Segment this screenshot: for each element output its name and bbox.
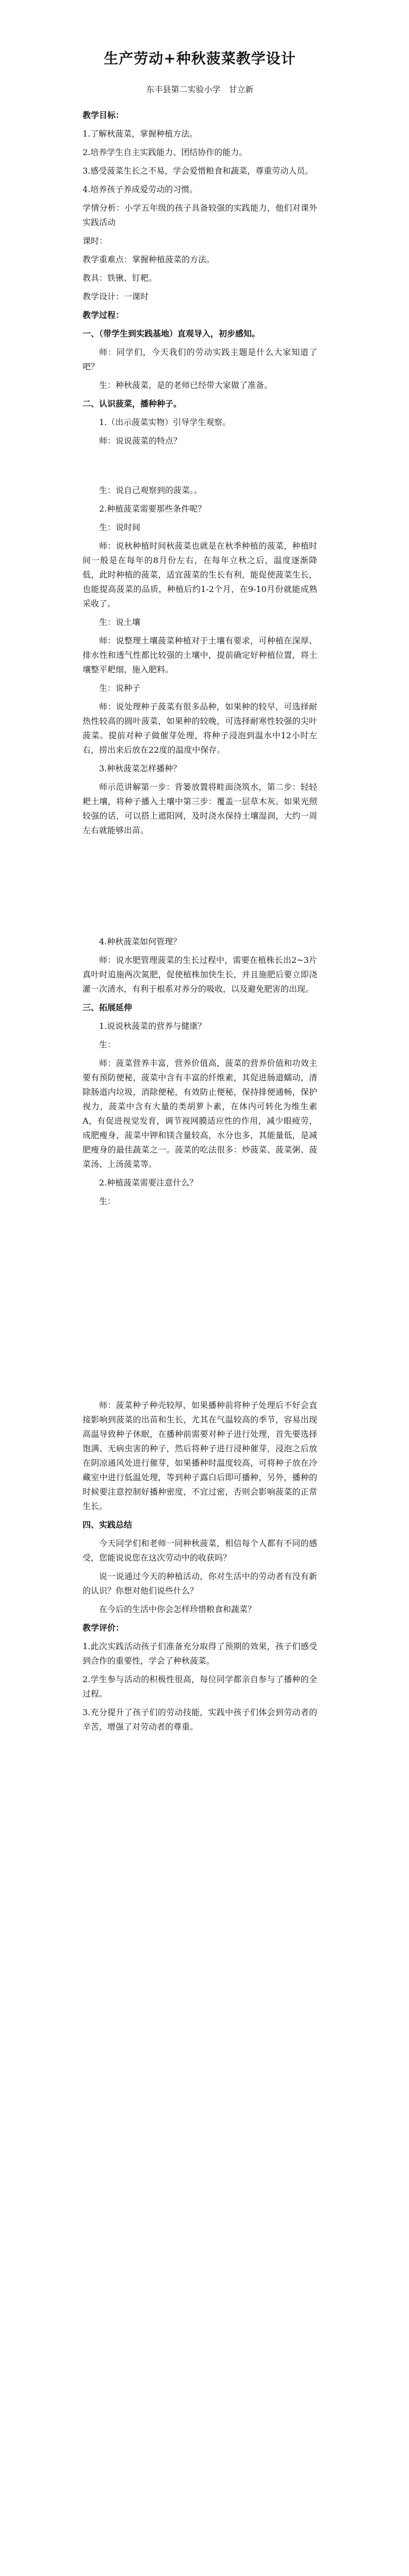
paragraph: 生：说时间 xyxy=(99,522,141,532)
goal-item: 3.感受菠菜生长之不易，学会爱惜粮食和蔬菜，尊重劳动人员。 xyxy=(83,166,314,176)
info-line: 教学重难点：掌握种植菠菜的方法。 xyxy=(83,255,215,264)
paragraph: 生：说土壤 xyxy=(99,617,141,627)
paragraph: 在今后的生活中你会怎样珍惜粮食和蔬菜？ xyxy=(99,1604,256,1614)
paragraph: 说一说通过今天的种植活动，你对生活中的劳动者有没有新的认识？你想对他们说些什么？ xyxy=(83,1571,317,1596)
image-space xyxy=(83,1213,317,1398)
reflection-item: 1.此次实践活动孩子们准备充分取得了预期的效果，孩子们感受到合作的重要性，学会了种秋菠菜。 xyxy=(83,1641,317,1666)
paragraph: 生： xyxy=(99,1196,116,1206)
answer-space xyxy=(83,452,317,483)
image-space xyxy=(83,842,317,935)
paragraph: 生： xyxy=(99,1040,116,1049)
info-line: 教具：铁锹、钉耙。 xyxy=(83,273,157,283)
goal-item: 4.培养孩子养成爱劳动的习惯。 xyxy=(83,184,198,194)
info-line: 课时： xyxy=(83,236,108,246)
paragraph: 师：同学们，今天我们的劳动实践主题是什么大家知道了吧？ xyxy=(83,347,317,371)
paragraph: 师：菠菜种子种壳较厚，如果播种前将种子处理后不好会直接影响到菠菜的出苗和生长，尤其在气温较高的季节，容易出现高温导致种子休眠，在播种前需要对种子进行处理，首先要选择饱满、无病虫害的种子，然后将种子进行浸种催芽，浸泡之后放在阴凉通风处进行催芽，如果播种时温度较高，可将种子放在冷藏室中进行低温处理，等到种子露白后即可播种，另外，播种的时候要注意控制好播种密度，不宜过密，否则会影响菠菜的正常生长。 xyxy=(83,1400,317,1511)
paragraph: 生：种秋菠菜，是的老师已经带大家做了准备。 xyxy=(99,380,273,390)
goal-item: 1.了解秋菠菜，掌握种植方法。 xyxy=(83,129,198,139)
info-line: 教学设计：一课时 xyxy=(83,292,149,301)
section-1-heading: 一、（带学生到实践基地）直观导入，初步感知。 xyxy=(83,329,260,338)
section-4-heading: 四、实践总结 xyxy=(83,1520,133,1530)
paragraph: 师：菠菜营养丰富，营养价值高，菠菜的营养价值和功效主要有预防便秘，菠菜中含有丰富的纤维素，其促进肠道蠕动，清除肠道内垃圾，消除便秘，有效防止便秘，保持排便通畅，保护视力，菠菜中含有大量的类胡萝卜素，在体内可转化为维生素A，有促进视觉发育，调节视网膜适应性的作用，减少眼疲劳，成肥瘦身，菠菜中钾和镁含量较高，水分也多，其能量低，是减肥瘦身的最佳蔬菜之一。菠菜的吃法很多：炒菠菜、菠菜粥、菠菜汤、上汤菠菜等。 xyxy=(83,1058,317,1169)
paragraph: 师：说秋种植时间秋菠菜也就是在秋季种植的菠菜，种植时间一般是在每年的8月份左右，在每年立秋之后，温度逐渐降低，此时种植的菠菜，适宜菠菜的生长有利，能促使菠菜生长，也能提高菠菜的品质，种植后约1-2个月，在9-10月份就能成熟采收了。 xyxy=(83,541,317,608)
goals-heading: 教学目标： xyxy=(83,110,124,120)
paragraph: 今天同学们和老师一同种秋菠菜，相信每个人都有不同的感受，您能说说您在这次劳动中的收获吗？ xyxy=(83,1538,317,1563)
reflection-item: 2.学生参与活动的积极性很高，每位同学都亲自参与了播种的全过程。 xyxy=(83,1674,317,1699)
paragraph: 生：说种子 xyxy=(99,683,141,693)
paragraph: 3.种秋菠菜怎样播种？ xyxy=(99,764,182,773)
paragraph: 师示范讲解第一步：背篓放置将畦面浇筑水，第二步：轻轻耙土壤，将种子播入土壤中第三步：覆盖一层草木灰。如果光照较强的话，可以搭上遮阳网，及时浇水保持土壤湿润，大约一周左右就能够出苗。 xyxy=(83,782,317,835)
section-2-heading: 二、认识菠菜，播种种子。 xyxy=(83,399,182,409)
goal-item: 2.培养学生自主实践能力、团结协作的能力。 xyxy=(83,147,248,157)
info-line: 学情分析：小学五年级的孩子具备较强的实践能力，他们对课外实践活动 xyxy=(83,203,317,227)
paragraph: 4.种秋菠菜如何管理？ xyxy=(99,937,182,946)
paragraph: 师：说说菠菜的特点？ xyxy=(99,436,182,446)
paragraph: 1.说说秋菠菜的营养与健康？ xyxy=(99,1021,206,1031)
paragraph: 师：说处理种子菠菜有很多品种，如果种的较早，可选择耐热性较高的圆叶菠菜，如果种的较晚，可选择耐寒性较强的尖叶菠菜。提前对种子做催芽处理，将种子浸泡到温水中12小时左右，捞出来后放在22度的温度中保存。 xyxy=(83,702,317,755)
paragraph: 1.（出示菠菜实物）引导学生观察。 xyxy=(99,417,231,427)
reflection-heading: 教学评价： xyxy=(83,1623,124,1633)
process-heading: 教学过程： xyxy=(83,310,124,320)
section-3-heading: 三、拓展延伸 xyxy=(83,1003,133,1012)
paragraph: 2.种植菠菜需要那些条件呢？ xyxy=(99,504,206,514)
paragraph: 2.种植菠菜需要注意什么？ xyxy=(99,1178,198,1188)
author-line: 东丰县第二实验小学 甘立新 xyxy=(146,84,254,94)
reflection-item: 3.充分提升了孩子们的劳动技能，实践中孩子们体会到劳动者的辛苦，增强了对劳动者的尊重。 xyxy=(83,1707,317,1732)
document-body xyxy=(83,47,317,1738)
document-title: 生产劳动+种秋菠菜教学设计 xyxy=(104,50,296,67)
paragraph: 师：说整理土壤菠菜种植对于土壤有要求，可种植在深厚、排水性和透气性都比较强的土壤中，提前确定好种植位置，将土壤整平耙细，施入肥料。 xyxy=(83,636,317,674)
paragraph: 师：说水肥管理菠菜的生长过程中，需要在植株长出2~3片真叶时追施两次氮肥，促使植株加快生长，并且施肥后要立即浇灌一次清水，有利于根系对养分的吸收，以及避免肥害的出现。 xyxy=(83,955,317,994)
paragraph: 生：说自己观察到的菠菜。。 xyxy=(99,485,203,495)
